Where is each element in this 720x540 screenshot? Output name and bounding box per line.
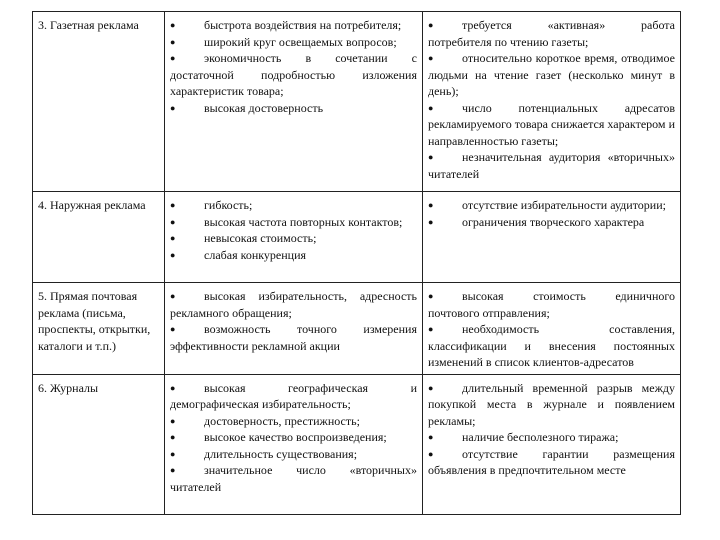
list-item: ● число потенциальных адресатов рекламируемого товара снижается характером и направленностью газеты;	[428, 100, 675, 148]
disadvantages-cell	[423, 283, 681, 375]
list-item: ● значительное число «вторичных» читателей	[170, 463, 417, 494]
bullet-icon: ●	[170, 102, 176, 113]
list-item: ● возможность точного измерения эффективности рекламной акции	[170, 322, 417, 353]
bullet-icon: ●	[170, 233, 176, 243]
bullet-icon: ●	[428, 152, 434, 162]
disadvantages-cell	[423, 374, 681, 514]
disadvantages-cell	[423, 12, 681, 192]
list-item: ● относительно короткое время, отводимое людьми на чтение газет (несколько минут в день);	[428, 51, 675, 98]
bullet-icon: ●	[428, 200, 434, 210]
media-type-cell: 3. Газетная реклама	[33, 12, 165, 192]
list-item: ● высокая стоимость единичного почтового отправления;	[428, 289, 675, 320]
advantages-cell	[165, 374, 423, 514]
bullet-icon: ●	[428, 102, 434, 113]
list-item: ● слабая конкуренция	[170, 247, 307, 262]
table-row	[33, 192, 681, 283]
bullet-icon: ●	[170, 216, 176, 227]
list-item: ● высокая частота повторных контактов;	[170, 214, 403, 229]
bullet-icon: ●	[428, 53, 434, 63]
bullet-icon: ●	[428, 216, 434, 227]
bullet-icon: ●	[170, 291, 176, 301]
list-item: ● ограничения творческого характера	[428, 214, 645, 229]
table-row	[33, 374, 681, 514]
advantages-cell	[165, 12, 423, 192]
list-item: ● экономичность в сочетании с достаточной подробностью изложения характеристик товара;	[170, 51, 417, 98]
table-row	[33, 283, 681, 375]
list-item: ● высокое качество воспроизведения;	[170, 430, 387, 444]
list-item: ● отсутствие избирательности аудитории;	[428, 198, 666, 212]
list-item: ● быстрота воздействия на потребителя;	[170, 18, 402, 32]
list-item: ● требуется «активная» работа потребителя по чтению газеты;	[428, 18, 675, 49]
list-item: ● длительный временной разрыв между покупкой места в журнале и появлением рекламы;	[428, 380, 675, 428]
list-item: ● длительность существования;	[170, 446, 358, 461]
list-item: ● невысокая стоимость;	[170, 231, 317, 245]
bullet-icon: ●	[170, 249, 176, 260]
bullet-icon: ●	[170, 20, 176, 30]
list-item: ● высокая достоверность	[170, 100, 324, 115]
bullet-icon: ●	[170, 200, 176, 210]
bullet-icon: ●	[170, 432, 176, 442]
bullet-icon: ●	[428, 432, 434, 442]
list-item: ● достоверность, престижность;	[170, 413, 360, 428]
list-item: ● широкий круг освещаемых вопросов;	[170, 34, 397, 49]
bullet-icon: ●	[428, 324, 434, 334]
list-item: ● отсутствие гарантии размещения объявления в предпочтительном месте	[428, 446, 675, 477]
bullet-icon: ●	[170, 415, 176, 426]
advantages-cell	[165, 283, 423, 375]
media-type-cell: 4. Наружная реклама	[33, 192, 165, 283]
bullet-icon: ●	[170, 382, 176, 393]
list-item: ● высокая избирательность, адресность рекламного обращения;	[170, 289, 417, 320]
bullet-icon: ●	[170, 465, 176, 475]
advantages-cell	[165, 192, 423, 283]
bullet-icon: ●	[428, 20, 434, 30]
bullet-icon: ●	[170, 448, 176, 459]
media-comparison-table	[32, 11, 681, 515]
media-type-cell: 5. Прямая почтовая реклама (письма, проспекты, открытки, каталоги и т.п.)	[33, 283, 165, 375]
list-item: ● наличие бесполезного тиража;	[428, 430, 619, 444]
bullet-icon: ●	[428, 448, 434, 459]
bullet-icon: ●	[170, 324, 176, 334]
list-item: ● гибкость;	[170, 198, 253, 212]
bullet-icon: ●	[428, 382, 434, 393]
table-row	[33, 12, 681, 192]
bullet-icon: ●	[428, 291, 434, 301]
disadvantages-cell	[423, 192, 681, 283]
bullet-icon: ●	[170, 53, 176, 63]
list-item: ● высокая географическая и демографическая избирательность;	[170, 380, 417, 411]
bullet-icon: ●	[170, 36, 176, 47]
list-item: ● необходимость составления, классификации и внесения постоянных изменений в список клиентов-адресатов	[428, 322, 675, 369]
list-item: ● незначительная аудитория «вторичных» читателей	[428, 150, 675, 181]
media-type-cell: 6. Журналы	[33, 374, 165, 514]
